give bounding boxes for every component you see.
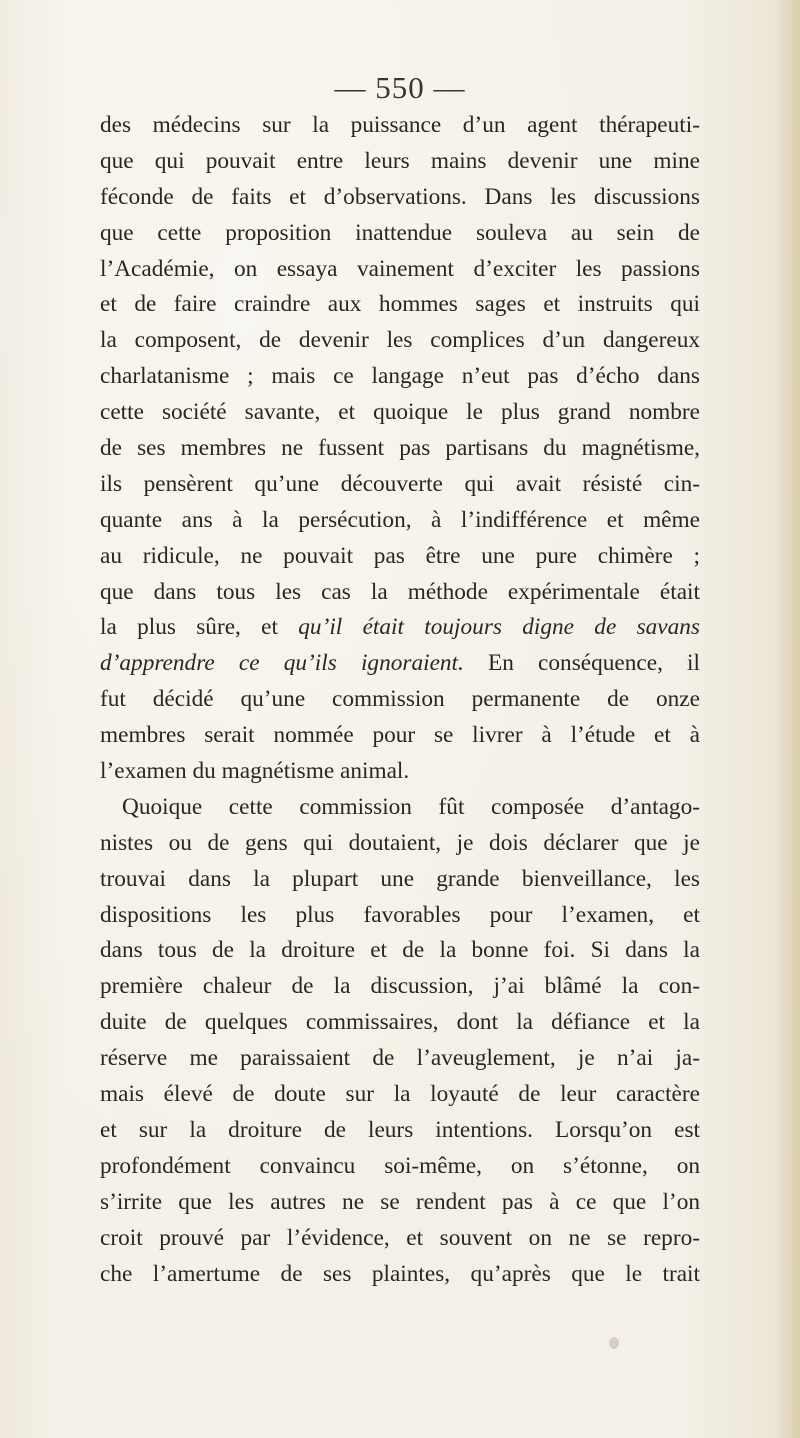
text-line-mixed [100,610,700,646]
text-line: l’Académie, on essaya vainement d’exciter les passions [100,255,700,282]
text-line: cette société savante, et quoique le plus grand nombre [100,399,700,426]
text-line: mais élevé de doute sur la loyauté de leur caractère [100,1081,700,1108]
page-edge-shadow [774,0,800,1438]
text-line: fut décidé qu’une commission permanente de onze [100,686,700,713]
text-line: duite de quelques commissaires, dont la défiance et la [100,1009,700,1036]
text-line: que qui pouvait entre leurs mains devenir une mine [100,147,700,174]
text-line-mixed [100,646,700,682]
text-line: de ses membres ne fussent pas partisans du magnétisme, [100,435,700,462]
text-line: et de faire craindre aux hommes sages et instruits qui [100,291,700,318]
text-line: ils pensèrent qu’une découverte qui avait résisté cin- [100,470,700,497]
text-line: que dans tous les cas la méthode expérimentale était [100,578,700,605]
text-line: charlatanisme ; mais ce langage n’eut pas d’écho dans [100,363,700,390]
text-italic: qu’il était toujours digne de savans [298,614,700,641]
text-line: la composent, de devenir les complices d’un dangereux [100,327,700,354]
text-line: nistes ou de gens qui doutaient, je dois déclarer que je [100,829,700,856]
text-line: che l’amertume de ses plaintes, qu’après que le trait [100,1260,700,1287]
text-line: quante ans à la persécution, à l’indifférence et même [100,506,700,533]
text-line: profondément convaincu soi-même, on s’étonne, on [100,1152,700,1179]
text-line: et sur la droiture de leurs intentions. Lorsqu’on est [100,1116,700,1143]
text-roman: En conséquence, il [463,650,700,677]
text-roman: la plus sûre, et [100,614,299,641]
text-line: croit prouvé par l’évidence, et souvent on ne se repro- [100,1224,700,1251]
text-line: dans tous de la droiture et de la bonne foi. Si dans la [100,937,700,964]
text-line: trouvai dans la plupart une grande bienveillance, les [100,865,700,892]
text-line: dispositions les plus favorables pour l’examen, et [100,901,700,928]
text-line: membres serait nommée pour se livrer à l’étude et à [100,722,700,749]
text-line: l’examen du magnétisme animal. [100,758,410,785]
text-line: s’irrite que les autres ne se rendent pas à ce que l’on [100,1188,700,1215]
page-number-header: — 550 — [334,70,466,105]
text-line: réserve me paraissaient de l’aveuglement, je n’ai ja- [100,1045,700,1072]
text-line: des médecins sur la puissance d’un agent thérapeuti- [100,112,700,138]
text-line: que cette proposition inattendue souleva au sein de [100,219,700,246]
text-line: féconde de faits et d’observations. Dans les discussions [100,183,700,210]
text-line: Quoique cette commission fût composée d’antago- [122,793,700,820]
text-line: première chaleur de la discussion, j’ai blâmé la con- [100,973,700,1000]
text-line: au ridicule, ne pouvait pas être une pure chimère ; [100,542,700,569]
paper-speck [609,1337,619,1349]
body-text [100,108,700,1292]
text-italic: d’apprendre ce qu’ils ignoraient. [100,650,464,677]
